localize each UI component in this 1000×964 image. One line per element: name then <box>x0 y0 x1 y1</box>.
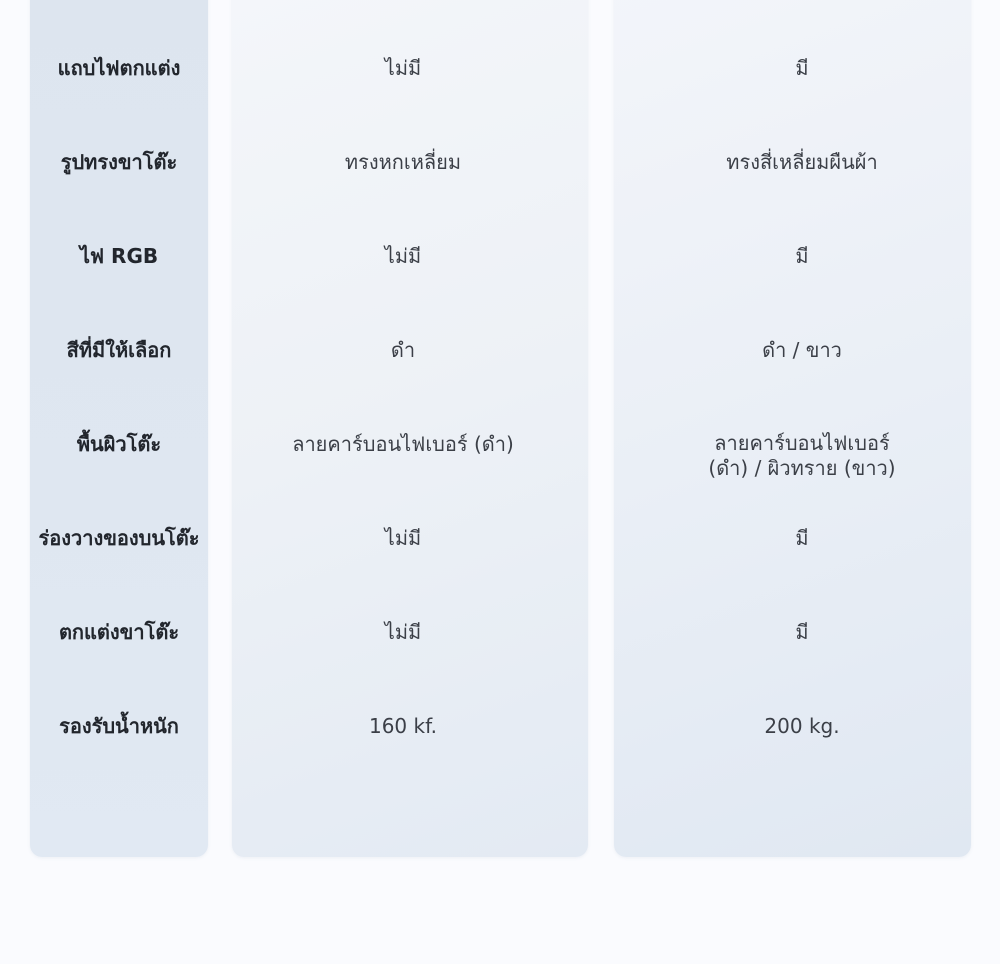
model-a-value: ลายคาร์บอนไฟเบอร์ (ดำ) <box>292 431 514 456</box>
model-a-value: ไม่มี <box>384 55 422 80</box>
spec-row-light-strip <box>0 38 1000 98</box>
model-b-value: ทรงสี่เหลี่ยมผืนผ้า <box>726 149 878 174</box>
model-b-value: ลายคาร์บอนไฟเบอร์ (ดำ) / ผิวทราย (ขาว) <box>708 431 896 480</box>
model-a-value: 160 kf. <box>368 713 438 738</box>
spec-row-desk-groove <box>0 508 1000 568</box>
spec-label: สีที่มีให้เลือก <box>66 337 172 362</box>
spec-row-load-capacity <box>0 696 1000 756</box>
model-a-value: ทรงหกเหลี่ยม <box>344 149 462 174</box>
spec-label: ร่องวางของบนโต๊ะ <box>38 525 200 550</box>
model-b-value: ดำ / ขาว <box>762 337 842 362</box>
model-b-value: มี <box>795 243 809 268</box>
spec-label: แถบไฟตกแต่ง <box>57 55 181 80</box>
model-b-value: 200 kg. <box>764 713 840 738</box>
spec-row-surface <box>0 414 1000 480</box>
model-a-value: ดำ <box>390 337 416 362</box>
model-b-value: มี <box>795 525 809 550</box>
spec-label: รูปทรงขาโต๊ะ <box>60 149 178 174</box>
model-a-value: ไม่มี <box>384 525 422 550</box>
model-b-value: มี <box>795 55 809 80</box>
model-a-value: ไม่มี <box>384 243 422 268</box>
spec-row-colors <box>0 320 1000 380</box>
spec-row-leg-shape <box>0 132 1000 192</box>
spec-label: รองรับน้ำหนัก <box>59 713 179 738</box>
spec-label: ไฟ RGB <box>79 243 159 268</box>
model-a-value: ไม่มี <box>384 619 422 644</box>
spec-row-rgb-light <box>0 226 1000 286</box>
model-b-value: มี <box>795 619 809 644</box>
spec-label: ตกแต่งขาโต๊ะ <box>58 619 180 644</box>
spec-row-leg-decoration <box>0 602 1000 662</box>
spec-label: พื้นผิวโต๊ะ <box>76 431 162 456</box>
